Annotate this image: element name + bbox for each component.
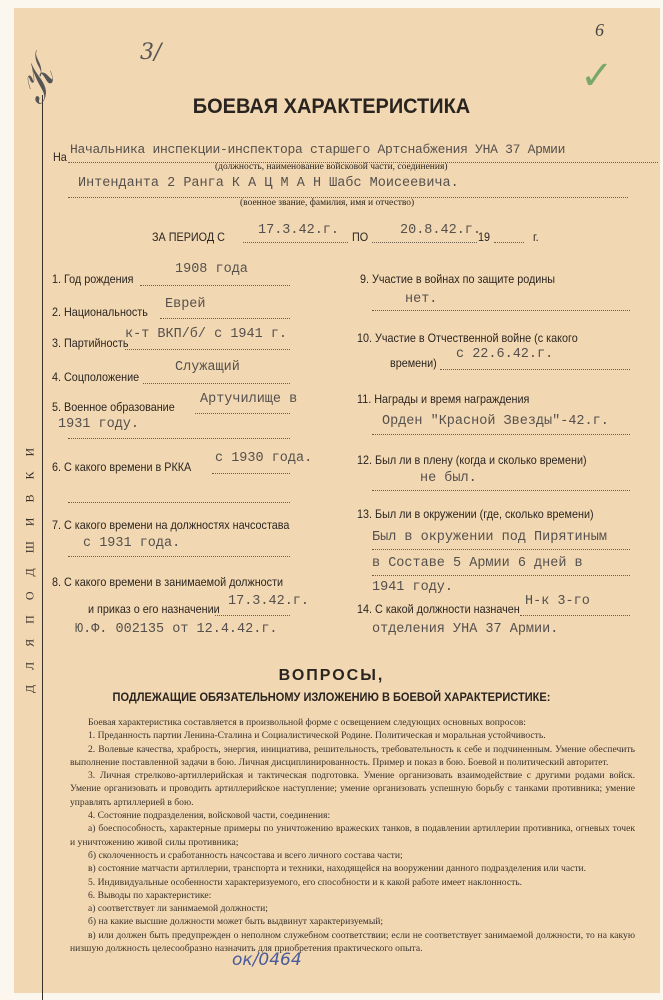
question-item: 4. Состояние подразделения, войсковой части, соединения: <box>88 810 331 822</box>
field-8-value-cont: Ю.Ф. 002135 от 12.4.42.г. <box>75 622 278 637</box>
question-item: б) сколоченность и сработанность начсостава и всего личного состава части; <box>88 849 403 861</box>
field-4-value: Служащий <box>175 360 240 375</box>
question-item: в) состояние матчасти артиллерии, транспорта и техники, находящейся на вооружении данного подразделения или части. <box>88 863 587 875</box>
question-item: а) боеспособность, характерные примеры по уничтожению вражеских танков, в подавлении артиллерии противника, огневых точек и уничтожению живой силы противника; <box>70 823 635 848</box>
field-14-value: Н-к 3-го <box>525 594 590 609</box>
folio-mark: 3/ <box>140 40 162 65</box>
field-10-label-cont: времени) <box>390 356 437 370</box>
binding-line <box>42 95 43 1000</box>
question-item: 6. Выводы по характеристике: <box>88 889 212 901</box>
field-13-value: Был в окружении под Пирятиным <box>372 530 607 545</box>
field-8-label: 8. С какого времени в занимаемой должности <box>52 575 284 589</box>
field-9-value: нет. <box>405 292 438 307</box>
field-13-value-cont: в Составе 5 Армии 6 дней в <box>372 556 583 571</box>
question-item: 2. Волевые качества, храбрость, энергия, инициатива, решительность, требовательность к себе и подчиненным. Умение обеспечить выполнение поставленной задачи в бою. Личная дисциплинированность. Пример и показ в бою. Боевой и политический авторитет. <box>70 743 635 768</box>
to-caption: (должность, наименование войсковой части, соединения) <box>215 162 448 172</box>
field-3-value: к-т ВКП/б/ с 1941 г. <box>125 327 288 342</box>
period-to-label: ПО <box>352 230 369 244</box>
field-14-value-cont: отделения УНА 37 Армии. <box>372 622 559 637</box>
field-2-label: 2. Национальность <box>52 305 148 319</box>
period-label: ЗА ПЕРИОД С <box>152 230 225 244</box>
period-year: 19 <box>478 230 491 244</box>
questions-list <box>70 716 635 955</box>
period-year-suffix: г. <box>533 230 539 244</box>
question-item: 1. Преданность партии Ленина-Сталина и Социалистической Родине. Политическая и моральная устойчивость. <box>88 730 546 742</box>
person-caption: (военное звание, фамилия, имя и отчество) <box>240 198 415 208</box>
period-to: 20.8.42.г. <box>400 223 482 238</box>
field-1-label: 1. Год рождения <box>52 272 134 286</box>
field-5-value: Артучилище в <box>200 392 298 407</box>
check-mark-icon: ✓ <box>580 53 614 98</box>
to-prefix: На <box>53 150 67 164</box>
question-item: 3. Личная стрелково-артиллерийская и тактическая подготовка. Умение организовать взаимодействие с другими родами войск. Умение организовать и проводить артиллерийское наступление; умение организовать успешную борьбу с танками противника; умение управлять артиллерией в бою. <box>70 770 635 808</box>
question-item: б) на какие высшие должности может быть выдвинут характеризуемый; <box>88 916 384 928</box>
document-title: БОЕВАЯ ХАРАКТЕРИСТИКА <box>192 95 471 118</box>
field-11-value: Орден "Красной Звезды"-42.г. <box>382 414 609 429</box>
side-label: Д Л Я П О Д Ш И В К И <box>22 441 37 694</box>
person-value: Интенданта 2 Ранга К А Ц М А Н Шабс Моисеевича. <box>78 176 459 191</box>
field-6-label: 6. С какого времени в РККА <box>52 460 192 474</box>
field-5-label: 5. Военное образование <box>52 400 175 414</box>
to-value: Начальника инспекции-инспектора старшего Артснабжения УНА 37 Армии <box>70 142 566 157</box>
question-item: в) или должен быть предупрежден о неполном служебном соответствии; если не соответствует занимаемой должности, то на какую низшую должность целесообразно назначить для приобретения практического опыта. <box>70 929 635 955</box>
field-6-value: с 1930 года. <box>215 451 313 466</box>
signature: 𝒦 <box>8 57 65 110</box>
field-1-value: 1908 года <box>175 262 248 277</box>
field-8-value: 17.3.42.г. <box>228 594 310 609</box>
field-13-value-cont2: 1941 году. <box>372 580 454 595</box>
questions-title: ВОПРОСЫ, <box>278 667 385 684</box>
questions-subtitle: ПОДЛЕЖАЩИЕ ОБЯЗАТЕЛЬНОМУ ИЗЛОЖЕНИЮ В БОЕВОЙ ХАРАКТЕРИСТИКЕ: <box>112 690 551 704</box>
field-13-label: 13. Был ли в окружении (где, сколько времени) <box>357 507 594 521</box>
field-2-value: Еврей <box>165 297 206 312</box>
field-8-label-cont: и приказ о его назначении <box>88 602 220 616</box>
archive-mark: ок/0464 <box>232 950 302 970</box>
field-10-label: 10. Участие в Отчественной войне (с какого <box>357 331 578 345</box>
question-intro: Боевая характеристика составляется в произвольной форме с освещением следующих основных вопросов: <box>88 717 526 728</box>
field-7-value: с 1931 года. <box>83 536 181 551</box>
field-14-label: 14. С какой должности назначен <box>357 602 520 616</box>
field-12-value: не был. <box>420 471 477 486</box>
field-9-label: 9. Участие в войнах по защите родины <box>360 272 556 286</box>
question-item: а) соответствует ли занимаемой должности; <box>88 903 268 915</box>
field-4-label: 4. Соцположение <box>52 370 140 384</box>
period-from: 17.3.42.г. <box>258 223 340 238</box>
field-11-label: 11. Награды и время награждения <box>357 392 530 406</box>
page-number: 6 <box>595 20 604 40</box>
field-7-label: 7. С какого времени на должностях начсостава <box>52 518 290 532</box>
field-5-value-cont: 1931 году. <box>58 417 140 432</box>
field-12-label: 12. Был ли в плену (когда и сколько времени) <box>357 453 587 467</box>
question-item: 5. Индивидуальные особенности характеризуемого, его способности и к какой работе имеет наклонность. <box>88 876 523 888</box>
field-3-label: 3. Партийность <box>52 336 129 350</box>
field-10-value: с 22.6.42.г. <box>456 347 554 362</box>
